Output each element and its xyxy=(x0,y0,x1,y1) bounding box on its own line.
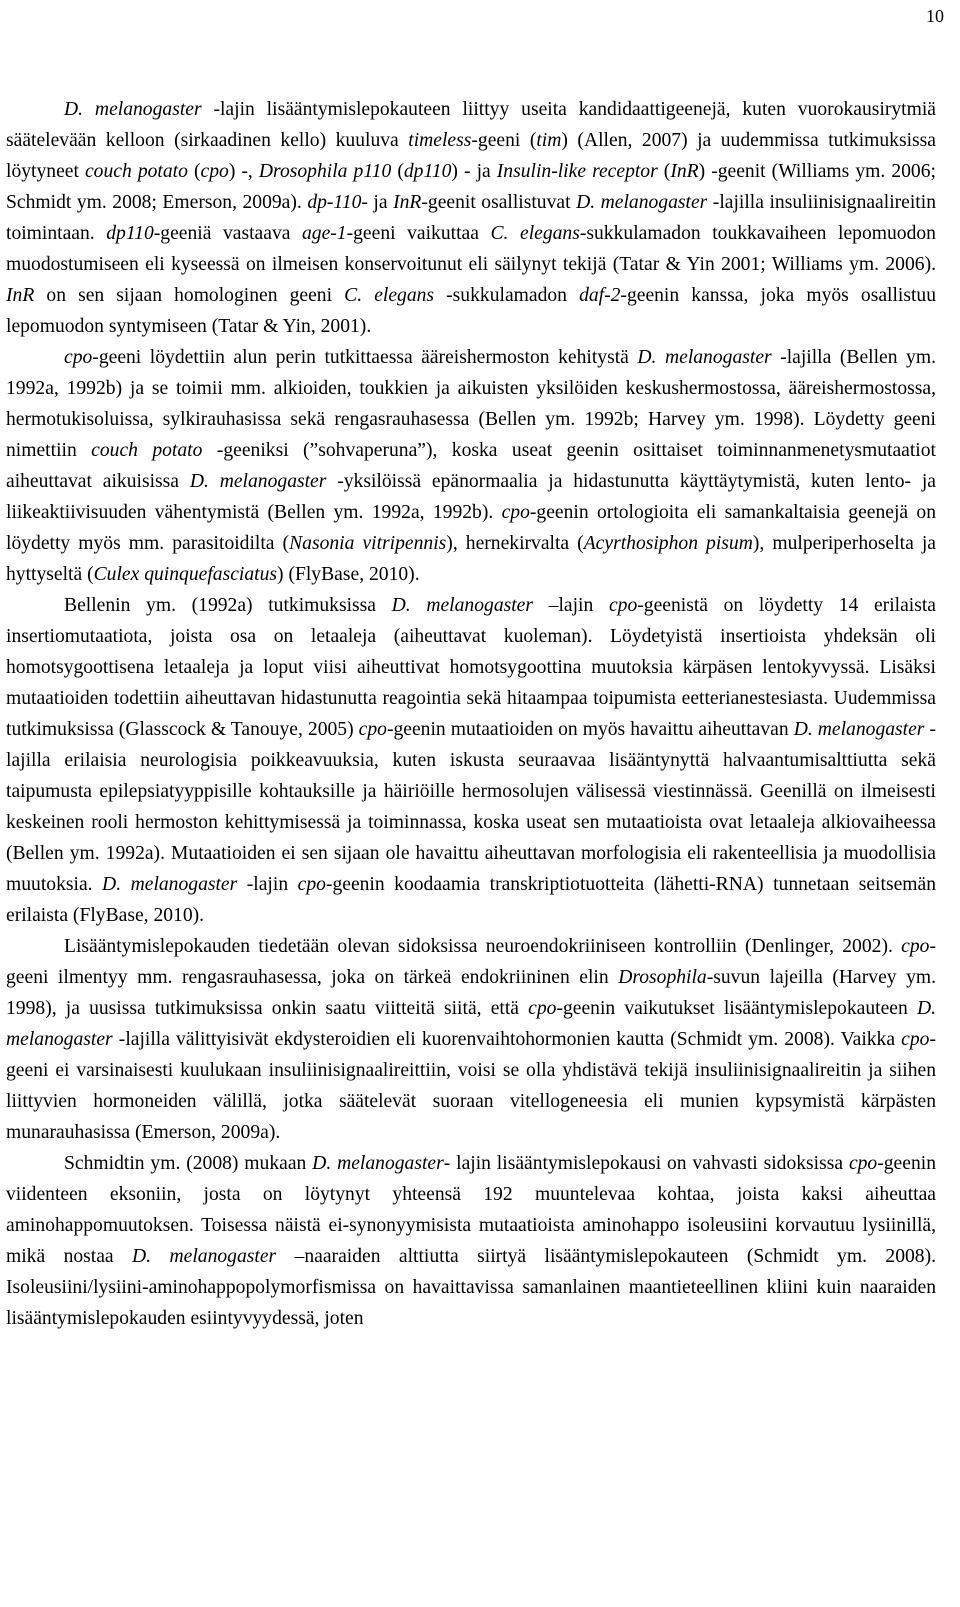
italic-text-run: Drosophila xyxy=(618,967,707,988)
text-run: –lajin xyxy=(533,595,609,616)
italic-text-run: D. melanogaster xyxy=(312,1153,444,1174)
text-run: ) -, xyxy=(228,161,259,182)
text-run: -geeni ei varsinaisesti kuulukaan insuliinisignaalireittiin, voisi se olla yhdistävä tekijä insuliinisignaalireitin ja siihen liittyvien hormoneiden välillä, jotka säätelevät suoraan vitellogeneesia eli munien kypsymistä kärpästen munarauhasissa (Emerson, 2009a). xyxy=(6,1029,936,1143)
text-run: -geeni löydettiin alun perin tutkittaessa ääreishermoston kehitystä xyxy=(92,347,638,368)
text-run: ) -geenit (Williams ym. 2006; Schmidt ym. 2008; Emerson, 2009a). xyxy=(6,161,936,213)
text-run: Lisääntymislepokauden tiedetään olevan sidoksissa neuroendokriiniseen kontrolliin (Denlinger, 2002). xyxy=(64,936,902,957)
italic-text-run: cpo xyxy=(901,1029,930,1050)
italic-text-run: cpo xyxy=(358,719,387,740)
italic-text-run: Nasonia vitripennis xyxy=(289,533,447,554)
text-run: -suvun lajeilla (Harvey ym. 1998), ja uusissa tutkimuksissa onkin saatu viitteitä siitä, että xyxy=(6,967,937,1019)
paragraph xyxy=(6,342,936,590)
text-run: -lajilla välittyisivät ekdysteroidien eli kuorenvaihtohormonien kautta (Schmidt ym. 2008). Vaikka xyxy=(112,1029,902,1050)
text-run: -geeni ( xyxy=(471,130,537,151)
italic-text-run: age-1 xyxy=(301,223,347,244)
paragraph xyxy=(6,931,936,1148)
italic-text-run: cpo xyxy=(200,161,229,182)
italic-text-run: timeless xyxy=(408,130,472,151)
italic-text-run: D. melanogaster xyxy=(637,347,772,368)
text-run: ), mulperiperhoselta ja hyttyseltä ( xyxy=(6,533,937,585)
italic-text-run: Insulin-like receptor xyxy=(496,161,658,182)
text-run: -geenit osallistuvat xyxy=(421,192,577,213)
italic-text-run: D. melanogaster xyxy=(6,998,936,1050)
paragraph xyxy=(6,1148,936,1334)
text-run: -geenin kanssa, joka myös osallistuu lepomuodon syntymiseen (Tatar & Yin, 2001). xyxy=(6,285,937,337)
italic-text-run: D. melanogaster xyxy=(793,719,925,740)
text-run: -sukkulamadon xyxy=(434,285,580,306)
italic-text-run: Acyrthosiphon pisum xyxy=(583,533,753,554)
text-run: -geenin koodaamia transkriptiotuotteita (lähetti-RNA) tunnetaan seitsemän erilaista (FlyBase, 2010). xyxy=(6,874,937,926)
text-run: -geenin viidenteen eksoniin, josta on löytynyt yhteensä 192 muuntelevaa kohtaa, joista kaksi aiheuttaa aminohappomuutoksen. Toisessa näistä ei-synonyymisista mutaatioista aminohappo isoleusiini korvautuu lysiinillä, mikä nostaa xyxy=(6,1153,936,1267)
text-run: on sen sijaan homologinen geeni xyxy=(34,285,345,306)
body-text xyxy=(6,94,936,1334)
italic-text-run: cpo xyxy=(608,595,638,616)
italic-text-run: cpo xyxy=(848,1153,878,1174)
text-run: -geeni vaikuttaa xyxy=(346,223,491,244)
paragraph xyxy=(6,590,936,931)
italic-text-run: cpo xyxy=(64,347,93,368)
italic-text-run: couch potato xyxy=(84,161,188,182)
text-run: -yksilöissä epänormaalia ja hidastunutta käyttäytymistä, kuten lento- ja liikeaktiivisuuden vähentymistä (Bellen ym. 1992a, 1992b). xyxy=(6,471,936,523)
text-run: ) (FlyBase, 2010). xyxy=(277,564,420,585)
italic-text-run: InR xyxy=(393,192,422,213)
text-run: Schmidtin ym. (2008) mukaan xyxy=(64,1153,313,1174)
text-run: ), hernekirvalta ( xyxy=(446,533,584,554)
italic-text-run: InR xyxy=(6,285,35,306)
text-run: -lajin xyxy=(237,874,298,895)
italic-text-run: dp110 xyxy=(403,161,452,182)
italic-text-run: InR xyxy=(670,161,699,182)
text-run: -geenistä on löydetty 14 erilaista insertiomutaatiota, joista osa on letaaleja (aiheuttavat kuoleman). Löydetyistä insertioista yhdeksän oli homotsygoottisena letaaleja ja loput viisi aiheuttivat homotsygoottina muutoksia kärpäsen lentokyvyssä. Lisäksi mutaatioiden todettiin aiheuttavan hidastunutta reagointia sekä hitaampaa toipumista eetterianestesiasta. Uudemmissa tutkimuksissa (Glasscock & Tanouye, 2005) xyxy=(6,595,936,740)
text-run: ( xyxy=(187,161,201,182)
italic-text-run: Drosophila p110 xyxy=(258,161,392,182)
italic-text-run: dp110 xyxy=(106,223,154,244)
text-run: -lajin lisääntymislepokauteen liittyy useita kandidaattigeenejä, kuten vuorokausirytmiä säätelevään kelloon (sirkaadinen kello) kuuluva xyxy=(6,99,936,151)
italic-text-run: dp-110 xyxy=(307,192,362,213)
text-run: -lajilla insuliinisignaalireitin toimintaan. xyxy=(6,192,936,244)
page-number: 10 xyxy=(926,6,944,26)
italic-text-run: D. melanogaster xyxy=(132,1246,277,1267)
text-run: ( xyxy=(657,161,671,182)
text-run: -geeniksi (”sohvaperuna”), koska useat geenin osittaiset toiminnanmenetysmutaatiot aiheuttavat aikuisissa xyxy=(6,440,936,492)
text-run: -geenin ortologioita eli samankaltaisia geenejä on löydetty myös mm. parasitoidilta ( xyxy=(6,502,937,554)
italic-text-run: cpo xyxy=(297,874,326,895)
text-run: -geeni ilmentyy mm. rengasrauhasessa, joka on tärkeä endokriininen elin xyxy=(6,936,936,988)
text-run: ( xyxy=(391,161,404,182)
text-run: -geenin vaikutukset lisääntymislepokauteen xyxy=(556,998,917,1019)
italic-text-run: D. melanogaster xyxy=(391,595,534,616)
text-run: -lajilla erilaisia neurologisia poikkeavuuksia, kuten iskusta seuraavaa lisääntynyttä halvaantumisalttiutta sekä taipumusta epilepsiatyyppisille kohtauksille ja häiriöille hermosolujen välisessä viestinnässä. Geenillä on ilmeisesti keskeinen rooli hermoston kehittymisessä ja toiminnassa, koska useat sen mutaatioista ovat letaaleja alkiovaiheessa (Bellen ym. 1992a). Mutaatioiden ei sen sijaan ole havaittu aiheuttavan morfologisia eli rakenteellisia ja muodollisia muutoksia. xyxy=(6,719,936,895)
text-run: ) (Allen, 2007) ja uudemmissa tutkimuksissa löytyneet xyxy=(6,130,936,182)
text-run: -geenin mutaatioiden on myös havaittu aiheuttavan xyxy=(386,719,794,740)
italic-text-run: cpo xyxy=(501,502,530,523)
text-run: ) - ja xyxy=(451,161,497,182)
paragraph xyxy=(6,94,936,342)
text-run: - lajin lisääntymislepokausi on vahvasti sidoksissa xyxy=(443,1153,849,1174)
italic-text-run: D. melanogaster xyxy=(576,192,708,213)
italic-text-run: daf-2 xyxy=(579,285,621,306)
italic-text-run: cpo xyxy=(901,936,930,957)
italic-text-run: C. elegans xyxy=(344,285,435,306)
italic-text-run: D. melanogaster xyxy=(64,99,202,120)
italic-text-run: D. melanogaster xyxy=(189,471,327,492)
italic-text-run: Culex quinquefasciatus xyxy=(93,564,278,585)
italic-text-run: cpo xyxy=(528,998,557,1019)
italic-text-run: couch potato xyxy=(91,440,203,461)
text-run: - ja xyxy=(361,192,394,213)
italic-text-run: D. melanogaster xyxy=(102,874,238,895)
text-run: –naaraiden alttiutta siirtyä lisääntymislepokauteen (Schmidt ym. 2008). Isoleusiini/lysiini-aminohappopolymorfismissa on havaittavissa samanlainen maantieteellinen kliini kuin naaraiden lisääntymislepokauden esiintyvyydessä, joten xyxy=(6,1246,937,1329)
text-run: -geeniä vastaava xyxy=(153,223,302,244)
italic-text-run: C. elegans xyxy=(490,223,580,244)
italic-text-run: tim xyxy=(536,130,562,151)
text-run: -sukkulamadon toukkavaiheen lepomuodon muodostumiseen eli kyseessä on ilmeisen konservoitunut eli säilynyt tekijä (Tatar & Yin 2001; Williams ym. 2006). xyxy=(6,223,936,275)
text-run: Bellenin ym. (1992a) tutkimuksissa xyxy=(64,595,392,616)
text-run: -lajilla (Bellen ym. 1992a, 1992b) ja se toimii mm. alkioiden, toukkien ja aikuisten yksilöiden keskushermostossa, ääreishermostossa, hermotukisoluissa, sylkirauhasissa sekä rengasrauhasessa (Bellen ym. 1992b; Harvey ym. 1998). Löydetty geeni nimettiin xyxy=(6,347,936,461)
